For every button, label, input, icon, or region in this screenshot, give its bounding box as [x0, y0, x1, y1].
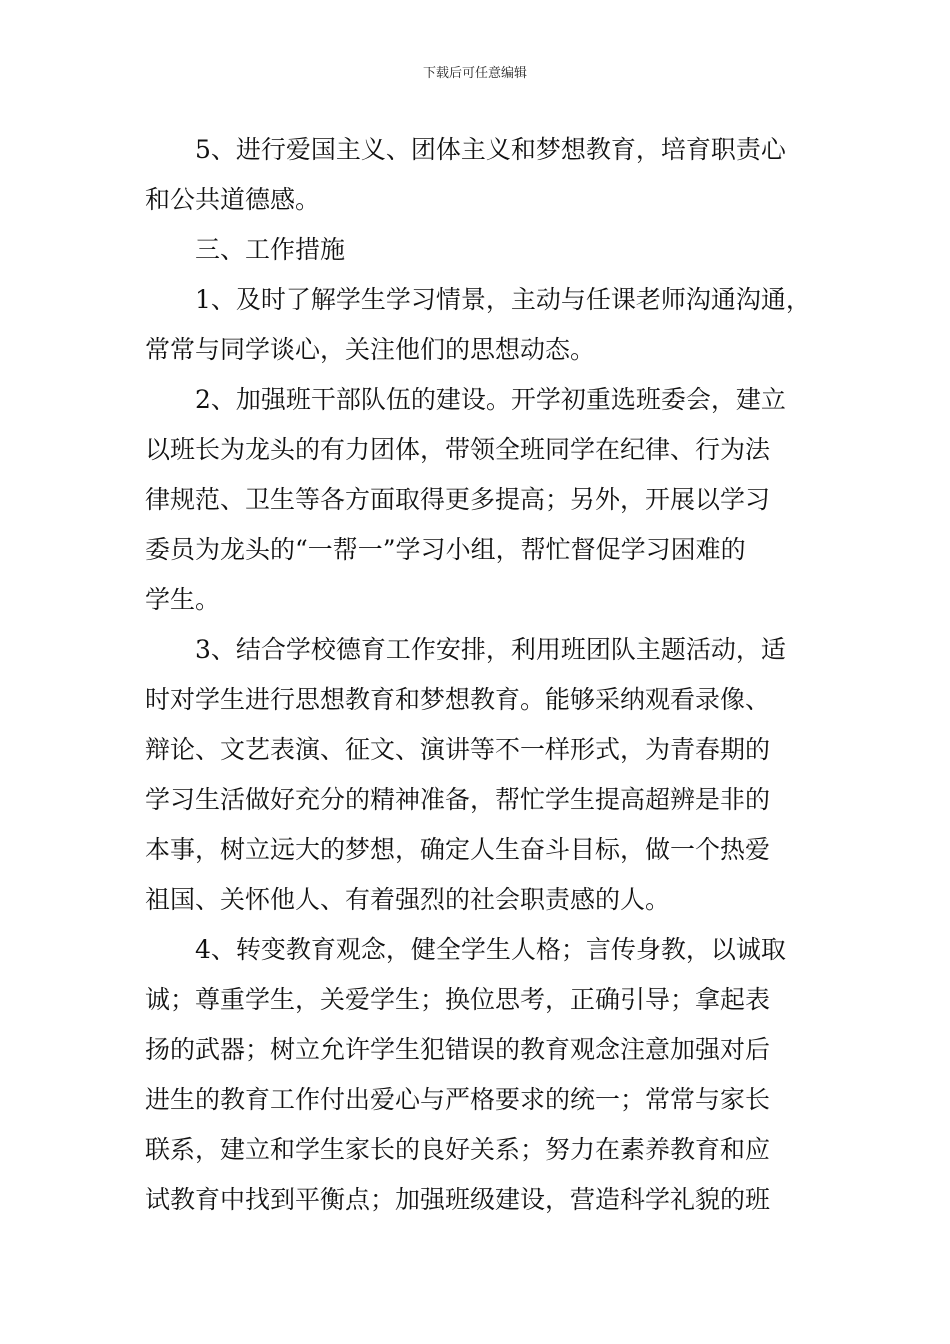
text-line: 祖国、关怀他人、有着强烈的社会职责感的人。	[145, 885, 671, 914]
text-line: 三、工作措施	[195, 235, 346, 264]
text-line: 学习生活做好充分的精神准备，帮忙学生提高超辨是非的	[145, 785, 771, 814]
text-line: 和公共道德感。	[145, 185, 321, 214]
text-line: 扬的武器；树立允许学生犯错误的教育观念注意加强对后	[145, 1035, 771, 1064]
paragraph-measure-4	[145, 925, 810, 1225]
text-line: 学生。	[145, 585, 221, 614]
paragraph-measure-2	[145, 375, 810, 625]
text-line: 诚；尊重学生，关爱学生；换位思考，正确引导；拿起表	[145, 985, 771, 1014]
text-line: 本事，树立远大的梦想，确定人生奋斗目标，做一个热爱	[145, 835, 771, 864]
page-header: 下载后可任意编辑	[422, 66, 527, 81]
text-line: 进生的教育工作付出爱心与严格要求的统一；常常与家长	[145, 1085, 771, 1114]
text-line: 5、进行爱国主义、团体主义和梦想教育，培育职责心	[195, 135, 786, 164]
text-line: 2、加强班干部队伍的建设。开学初重选班委会，建立	[195, 385, 786, 414]
text-line: 律规范、卫生等各方面取得更多提高；另外，开展以学习	[145, 485, 771, 514]
text-line: 1、及时了解学生学习情景，主动与任课老师沟通沟通，	[195, 285, 811, 314]
text-line: 辩论、文艺表演、征文、演讲等不一样形式，为青春期的	[145, 735, 771, 764]
text-line: 4、转变教育观念，健全学生人格；言传身教，以诚取	[195, 935, 786, 964]
text-line: 时对学生进行思想教育和梦想教育。能够采纳观看录像、	[145, 685, 771, 714]
text-line: 以班长为龙头的有力团体，带领全班同学在纪律、行为法	[145, 435, 771, 464]
text-line: 联系，建立和学生家长的良好关系；努力在素养教育和应	[145, 1135, 771, 1164]
paragraph-measure-1	[145, 275, 810, 375]
paragraph-measure-3	[145, 625, 810, 925]
section-heading-measures	[145, 225, 810, 275]
text-line: 常常与同学谈心，关注他们的思想动态。	[145, 335, 596, 364]
text-line: 委员为龙头的“一帮一”学习小组，帮忙督促学习困难的	[145, 535, 746, 564]
paragraph-goal-5	[145, 125, 810, 225]
document-body	[145, 125, 810, 1225]
text-line: 试教育中找到平衡点；加强班级建设，营造科学礼貌的班	[145, 1185, 771, 1214]
text-line: 3、结合学校德育工作安排，利用班团队主题活动，适	[195, 635, 786, 664]
